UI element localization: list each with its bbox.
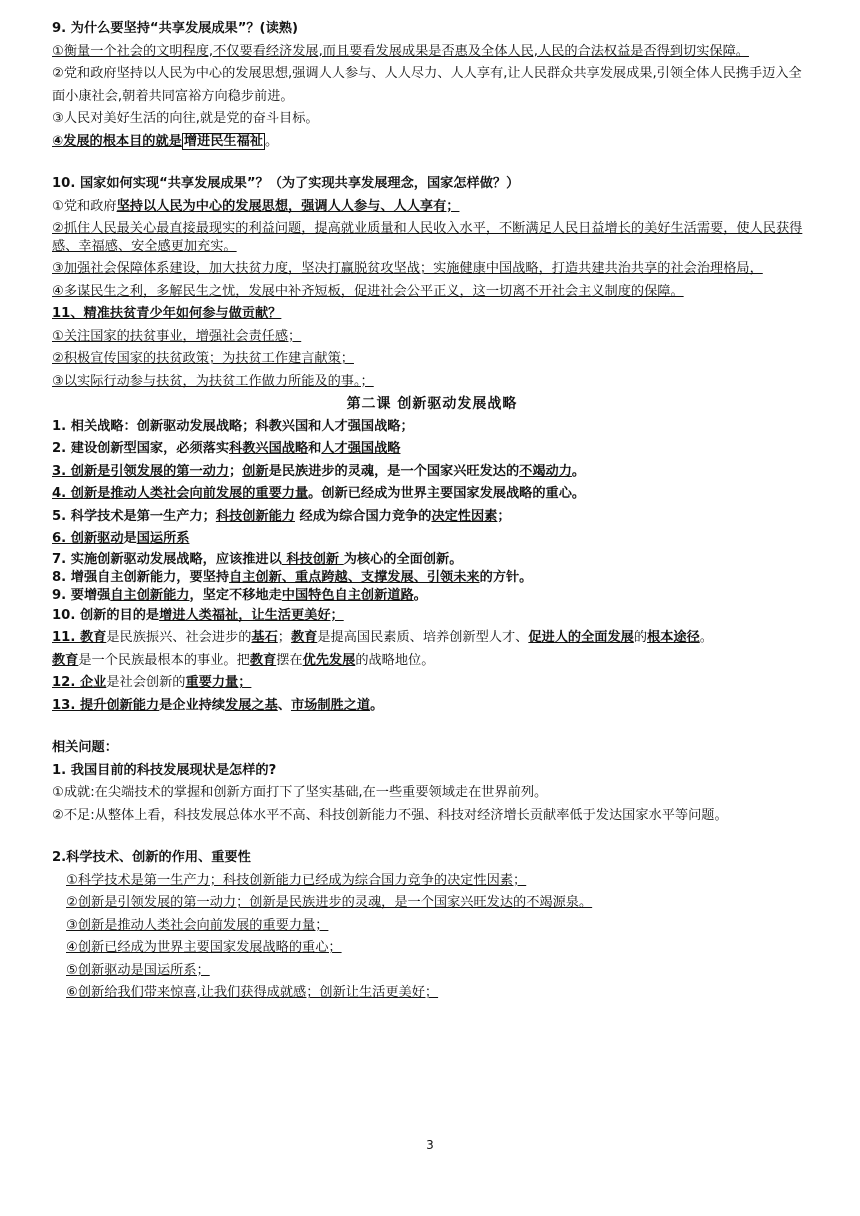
- related-q1-answer-1: ①成就:在尖端技术的掌握和创新方面打下了坚实基础,在一些重要领域走在世界前列。: [52, 785, 548, 800]
- item-13-sep: 、: [277, 697, 291, 713]
- item-13-term-2: 发展之基: [225, 697, 278, 713]
- item-8-text-2: 的方针。: [479, 569, 533, 585]
- item-11-term-7: 教育: [249, 652, 277, 668]
- item-11-text-2: 是提高国民素质、培养创新型人才、: [317, 630, 529, 645]
- item-12-text: 是社会创新的: [106, 675, 186, 690]
- lesson-2-item-9: [52, 587, 812, 605]
- lesson-2-item-13: [52, 695, 812, 718]
- page-number: 3: [426, 1138, 434, 1152]
- item-11-term-2: 基石: [251, 630, 278, 645]
- item-11-end: 。: [699, 630, 713, 645]
- item-3-end: 。: [571, 463, 586, 479]
- question-11-title: 11、精准扶贫青少年如何参与做贡献？: [52, 306, 282, 321]
- answer-10-point-1-emphasis: 坚持以人民为中心的发展思想，强调人人参与、人人享有；: [116, 198, 460, 214]
- item-2-text: 2. 建设创新型国家，必须落实: [52, 441, 230, 456]
- related-q2-answer-3: ③创新是推动人类社会向前发展的重要力量；: [66, 917, 329, 933]
- item-13-term-1: 13. 提升创新能力: [52, 697, 160, 713]
- item-3-term-1: 3. 创新是引领发展的第一动力: [52, 463, 230, 479]
- item-10-text: 10. 创新的目的是: [52, 607, 160, 623]
- item-3-sep: ；: [229, 463, 243, 479]
- related-title: 相关问题：: [52, 740, 118, 755]
- answer-9-point-3: ③人民对美好生活的向往,就是党的奋斗目标。: [52, 111, 319, 126]
- answer-10-point-2: ②抓住人民最关心最直接最现实的利益问题，提高就业质量和人民收入水平，不断满足人民日益增长的美好生活需要，使人民获得感、幸福感、安全感更加充实。: [52, 221, 803, 254]
- item-11-text-4: 是一个民族最根本的事业。把: [78, 652, 250, 668]
- item-13-end: 。: [370, 697, 384, 713]
- question-10-title: 10. 国家如何实现“共享发展成果”？（为了实现共享发展理念，国家怎样做？）: [52, 176, 520, 191]
- answer-10-point-4: ④多谋民生之利，多解民生之忧，发展中补齐短板，促进社会公平正义，这一切离不开社会主义制度的保障。: [52, 283, 684, 299]
- answer-10-point-1-prefix: ①党和政府: [52, 198, 117, 214]
- related-q2-answer-5: ⑤创新驱动是国运所系；: [66, 962, 210, 978]
- answer-10-point-3: ③加强社会保障体系建设，加大扶贫力度，坚决打赢脱贫攻坚战；实施健康中国战略，打造共建共治共享的社会治理格局，: [52, 261, 763, 276]
- item-11-term-8: 优先发展: [302, 652, 356, 668]
- answer-11-point-2: ②积极宣传国家的扶贫政策；为扶贫工作建言献策；: [52, 351, 354, 366]
- lesson-2-item-11-cont: [52, 650, 812, 673]
- item-11-text-1: 是民族振兴、社会进步的: [106, 630, 252, 645]
- item-11-term-1: 11. 教育: [52, 630, 107, 645]
- item-5-end: ；: [497, 508, 511, 524]
- item-5-term-2: 决定性因素: [431, 508, 498, 524]
- item-11-term-5: 根本途径: [647, 630, 700, 645]
- item-9-term-1: 自主创新能力: [110, 587, 190, 603]
- item-3-term-2: 创新: [242, 463, 269, 479]
- related-q1-answer-2: ②不足:从整体上看，科技发展总体水平不高、科技创新能力不强、科技对经济增长贡献率低于发达国家水平等问题。: [52, 807, 728, 823]
- item-7-text-1: 7. 实施创新驱动发展战略，应该推进以: [52, 551, 282, 567]
- item-13-term-3: 市场制胜之道: [290, 697, 371, 713]
- lesson-2-item-2: [52, 438, 812, 461]
- item-7-term: 科技创新: [281, 551, 344, 567]
- answer-9-point-4: [52, 131, 812, 154]
- related-q2-answer-2: ②创新是引领发展的第一动力；创新是民族进步的灵魂，是一个国家兴旺发达的不竭源泉。: [66, 895, 593, 910]
- item-10-term: 增进人类福祉，让生活更美好；: [159, 607, 344, 623]
- item-12-term-1: 12. 企业: [52, 675, 107, 690]
- lesson-2-item-6: [52, 528, 812, 551]
- answer-9-point-4-text: ④发展的根本目的就是: [52, 133, 182, 149]
- item-13-text: 是企业持续: [159, 697, 226, 713]
- item-9-text-2: ，坚定不移地走: [189, 587, 282, 603]
- item-6-term-1: 6. 创新驱动: [52, 531, 124, 546]
- document-page: [52, 18, 812, 1005]
- item-2-term-1: 科教兴国战略: [229, 441, 309, 456]
- item-11-text-5: 摆在: [276, 652, 303, 668]
- lesson-2-item-5: [52, 506, 812, 529]
- lesson-2-item-7: [52, 551, 812, 569]
- item-11-sep: ；: [277, 630, 291, 645]
- item-7-text-2: 为核心的全面创新。: [343, 551, 463, 567]
- item-11-text-6: 的战略地位。: [355, 652, 435, 668]
- lesson-2-item-12: [52, 672, 812, 695]
- item-3-term-3: 不竭动力: [519, 463, 572, 479]
- item-2-term-2: 人才强国战略: [321, 441, 401, 456]
- item-11-term-6: 教育: [52, 652, 79, 668]
- item-5-text-1: 5. 科学技术是第一生产力；: [52, 508, 216, 524]
- item-4-term: 4. 创新是推动人类社会向前发展的重要力量: [52, 486, 309, 501]
- item-9-text-1: 9. 要增强: [52, 587, 111, 603]
- related-question-1: 1. 我国目前的科技发展现状是怎样的?: [52, 762, 277, 778]
- item-9-term-2: 中国特色自主创新道路: [281, 587, 414, 603]
- answer-11-point-1: ①关注国家的扶贫事业，增强社会责任感；: [52, 328, 302, 344]
- item-2-and: 和: [308, 441, 322, 456]
- lesson-2-item-4: [52, 483, 812, 506]
- item-3-text: 是民族进步的灵魂，是一个国家兴旺发达的: [268, 463, 520, 479]
- related-q2-answer-1: ①科学技术是第一生产力；科技创新能力已经成为综合国力竞争的决定性因素；: [66, 872, 527, 888]
- lesson-2-item-10: [52, 605, 812, 628]
- item-8-term: 自主创新、重点跨越、支撑发展、引领未来: [229, 569, 480, 585]
- lesson-2-item-11: [52, 627, 812, 650]
- question-9-title: 9. 为什么要坚持“共享发展成果”？(读熟): [52, 21, 298, 36]
- item-5-term-1: 科技创新能力: [215, 508, 295, 524]
- answer-11-point-3: ③以实际行动参与扶贫，为扶贫工作做力所能及的事。；: [52, 373, 374, 389]
- item-9-end: 。: [413, 587, 427, 603]
- item-6-term-2: 国运所系: [136, 531, 190, 546]
- related-q2-answer-4: ④创新已经成为世界主要国家发展战略的重心；: [66, 940, 342, 955]
- item-4-text: 。创新已经成为世界主要国家发展战略的重心。: [308, 486, 586, 501]
- item-11-term-3: 教育: [290, 630, 318, 645]
- lesson-2-item-1: 1. 相关战略：创新驱动发展战略；科教兴国和人才强国战略；: [52, 418, 414, 434]
- lesson-2-item-8: [52, 569, 812, 587]
- answer-9-point-1: ①衡量一个社会的文明程度,不仅要看经济发展,而且要看发展成果是否惠及全体人民,人民的合法权益是否得到切实保障。: [52, 43, 749, 59]
- answer-10-point-1: [52, 196, 812, 219]
- lesson-2-title: 第二课 创新驱动发展战略: [346, 396, 518, 412]
- lesson-2-item-3: [52, 461, 812, 484]
- answer-9-boxed-term: 增进民生福祉: [183, 133, 263, 149]
- item-12-term-2: 重要力量；: [185, 675, 252, 690]
- item-11-term-4: 促进人的全面发展: [528, 630, 634, 645]
- item-5-text-2: 经成为综合国力竞争的: [294, 508, 432, 524]
- related-q2-answer-6: ⑥创新给我们带来惊喜,让我们获得成就感；创新让生活更美好；: [66, 985, 439, 1000]
- related-question-2: 2.科学技术、创新的作用、重要性: [52, 850, 251, 865]
- item-6-text: 是: [123, 531, 137, 546]
- answer-9-point-2: ②党和政府坚持以人民为中心的发展思想,强调人人参与、人人尽力、人人享有,让人民群众共享发展成果,引领全体人民携手迈入全面小康社会,朝着共同富裕方向稳步前进。: [52, 66, 802, 104]
- item-8-text-1: 8. 增强自主创新能力，要坚持: [52, 569, 230, 585]
- answer-9-period: 。: [264, 133, 279, 149]
- item-11-text-3: 的: [633, 630, 648, 645]
